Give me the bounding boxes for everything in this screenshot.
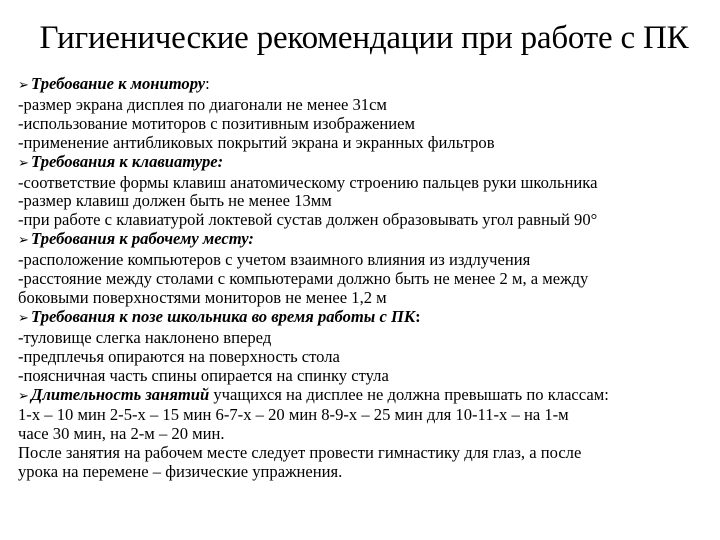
- list-item: -размер экрана дисплея по диагонали не менее 31см: [18, 94, 387, 114]
- list-item: 1-х – 10 мин 2-5-х – 15 мин 6-7-х – 20 мин 8-9-х – 25 мин для 10-11-х – на 1-м: [18, 405, 569, 425]
- section-heading-monitor: ➢ Требование к монитору:: [18, 75, 710, 96]
- content-body: [18, 75, 710, 482]
- section-heading-posture: ➢ Требования к позе школьника во время работы с ПК:: [18, 308, 710, 329]
- section-heading-duration: ➢ Длительность занятий учащихся на дисплее не должна превышать по классам:: [18, 386, 710, 407]
- list-item: -применение антибликовых покрытий экрана и экранных фильтров: [18, 132, 495, 152]
- list-item: -соответствие формы клавиш анатомическому строению пальцев руки школьника: [18, 172, 598, 192]
- arrow-bullet-icon: ➢: [18, 388, 29, 404]
- list-item: часе 30 мин, на 2-м – 20 мин.: [18, 424, 225, 444]
- arrow-bullet-icon: ➢: [18, 310, 29, 326]
- list-item: -предплечья опираются на поверхность стола: [18, 346, 340, 366]
- page-title: Гигиенические рекомендации при работе с ПК: [39, 20, 689, 56]
- arrow-bullet-icon: ➢: [18, 78, 29, 93]
- list-item: -расположение компьютеров с учетом взаимного влияния из издлучения: [18, 250, 531, 270]
- list-item: -размер клавиш должен быть не менее 13мм: [18, 191, 332, 211]
- list-item: урока на перемене – физические упражнения.: [18, 462, 343, 482]
- list-item: боковыми поверхностями мониторов не менее 1,2 м: [18, 287, 387, 307]
- arrow-bullet-icon: ➢: [18, 155, 29, 171]
- list-item: -при работе с клавиатурой локтевой сустав должен образовывать угол равный 90°: [18, 210, 598, 230]
- arrow-bullet-icon: ➢: [18, 233, 29, 249]
- section-heading-keyboard: ➢ Требования к клавиатуре:: [18, 153, 710, 174]
- section-heading-workplace: ➢ Требования к рабочему месту:: [18, 230, 710, 251]
- list-item: После занятия на рабочем месте следует провести гимнастику для глаз, а после: [18, 443, 582, 463]
- list-item: -использование мотиторов с позитивным изображением: [18, 113, 415, 133]
- list-item: -поясничная часть спины опирается на спинку стула: [18, 365, 389, 385]
- list-item: -туловище слегка наклонено вперед: [18, 327, 272, 347]
- list-item: -расстояние между столами с компьютерами должно быть не менее 2 м, а между: [18, 269, 589, 289]
